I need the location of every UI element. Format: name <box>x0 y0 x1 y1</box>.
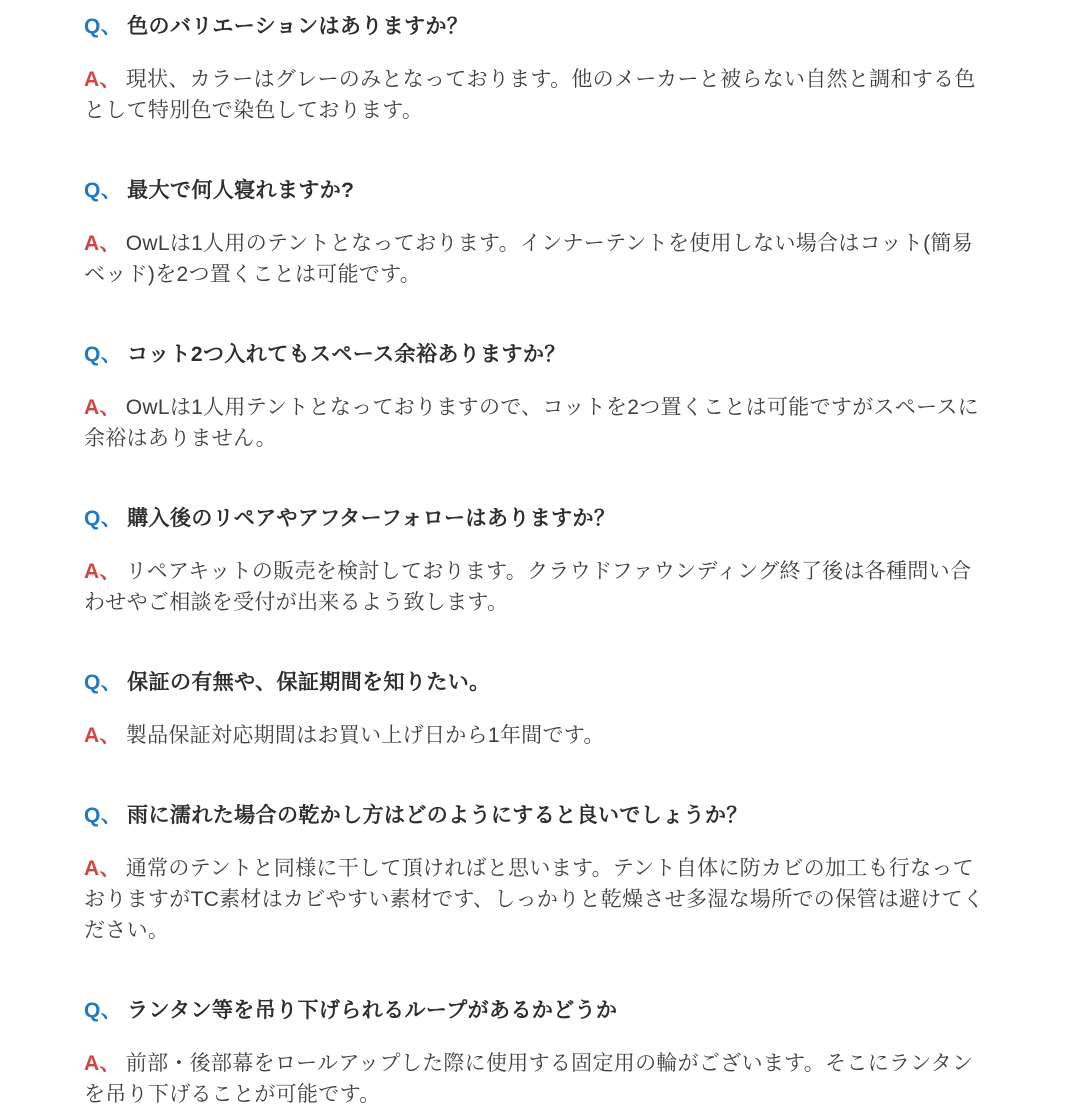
faq-item <box>84 668 992 751</box>
faq-question-text: コット2つ入れてもスペース余裕ありますか？ <box>127 343 566 366</box>
faq-answer <box>84 720 992 751</box>
faq-answer <box>84 853 992 946</box>
faq-answer <box>84 556 992 618</box>
q-marker: Q、 <box>84 804 123 827</box>
faq-question-text: 保証の有無や、保証期間を知りたい。 <box>127 671 491 694</box>
faq-answer-text: OwLは1人用テントとなっておりますので、コットを2つ置くことは可能ですがスペースに余裕はありません。 <box>84 396 979 450</box>
faq-question-text: 購入後のリペアやアフターフォローはありますか？ <box>127 507 616 530</box>
faq-question-text: 最大で何人寝れますか? <box>127 179 355 202</box>
faq-question <box>84 504 992 534</box>
faq-question <box>84 668 992 698</box>
faq-question <box>84 176 992 206</box>
q-marker: Q、 <box>84 179 123 202</box>
faq-answer <box>84 228 992 290</box>
faq-answer-text: 現状、カラーはグレーのみとなっております。他のメーカーと被らない自然と調和する色として特別色で染色しております。 <box>84 68 976 122</box>
faq-question <box>84 801 992 831</box>
faq-item <box>84 12 992 126</box>
q-marker: Q、 <box>84 15 123 38</box>
q-marker: Q、 <box>84 343 123 366</box>
q-marker: Q、 <box>84 999 123 1022</box>
faq-question-text: ランタン等を吊り下げられるループがあるかどうか <box>127 999 618 1022</box>
a-marker: A、 <box>84 396 121 419</box>
q-marker: Q、 <box>84 671 123 694</box>
faq-question <box>84 12 992 42</box>
faq-item <box>84 996 992 1110</box>
faq-answer-text: リペアキットの販売を検討しております。クラウドファウンディング終了後は各種問い合わせやご相談を受付が出来るよう致します。 <box>84 560 972 614</box>
faq-item <box>84 340 992 454</box>
faq-question <box>84 340 992 370</box>
faq-answer-text: 製品保証対応期間はお買い上げ日から1年間です。 <box>125 724 605 747</box>
faq-answer <box>84 392 992 454</box>
faq-item <box>84 176 992 290</box>
faq-item <box>84 504 992 618</box>
faq-question <box>84 996 992 1026</box>
faq-answer-text: 前部・後部幕をロールアップした際に使用する固定用の輪がございます。そこにランタンを吊り下げることが可能です。 <box>84 1052 974 1106</box>
a-marker: A、 <box>84 1052 121 1075</box>
a-marker: A、 <box>84 68 121 91</box>
faq-question-text: 雨に濡れた場合の乾かし方はどのようにすると良いでしょうか？ <box>127 804 748 827</box>
a-marker: A、 <box>84 857 121 880</box>
faq-item <box>84 801 992 946</box>
faq-answer <box>84 64 992 126</box>
faq-answer-text: OwLは1人用のテントとなっております。インナーテントを使用しない場合はコット(簡易ベッド)を2つ置くことは可能です。 <box>84 232 974 286</box>
a-marker: A、 <box>84 560 121 583</box>
a-marker: A、 <box>84 232 121 255</box>
q-marker: Q、 <box>84 507 123 530</box>
faq-answer-text: 通常のテントと同様に干して頂ければと思います。テント自体に防カビの加工も行なっておりますがTC素材はカビやすい素材です、しっかりと乾燥させ多湿な場所での保管は避けてください。 <box>84 857 985 942</box>
a-marker: A、 <box>84 724 121 747</box>
faq-question-text: 色のバリエーションはありますか？ <box>127 15 469 38</box>
faq-answer <box>84 1048 992 1110</box>
